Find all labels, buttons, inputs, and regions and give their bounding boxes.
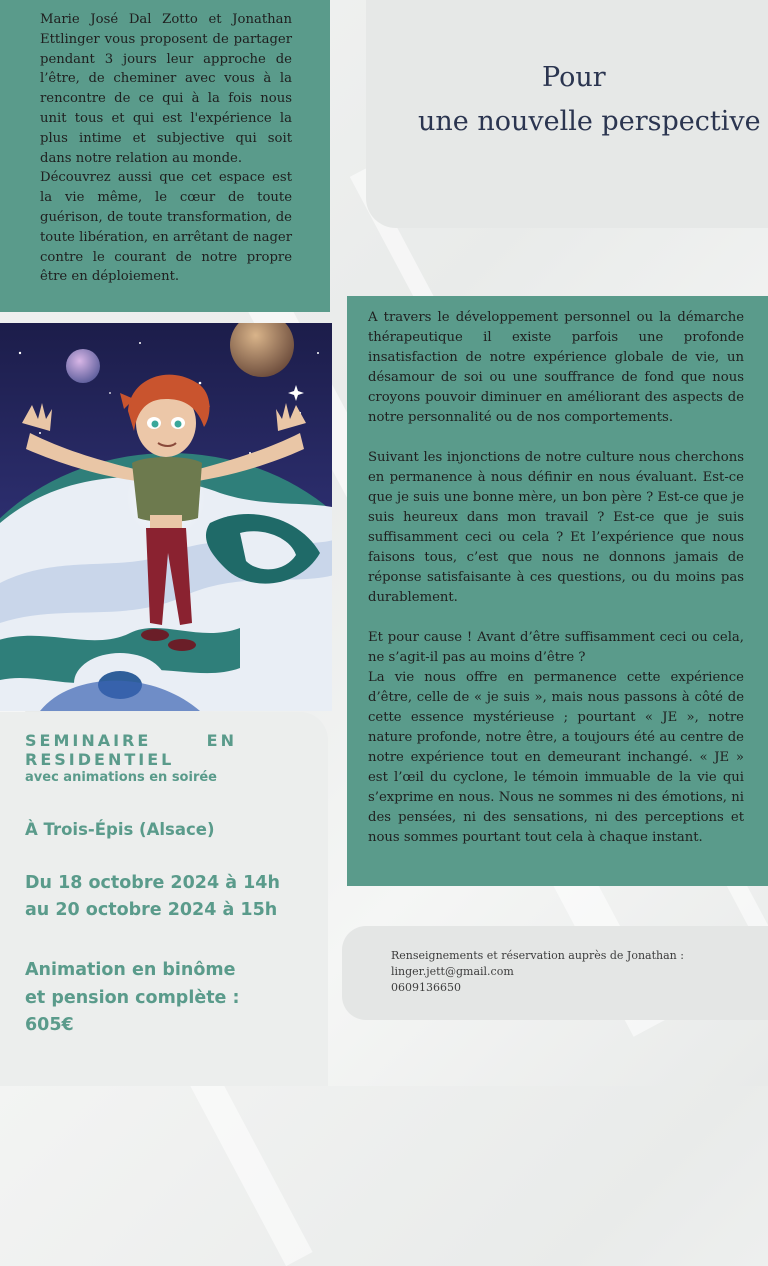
seminar-title-line-2: RESIDENTIEL [25, 750, 175, 769]
seminar-info-panel [0, 712, 328, 1086]
contact-label: Renseignements et réservation auprès de Jonathan : [391, 949, 684, 962]
main-paragraph-3: Et pour cause ! Avant d’être suffisamment ceci ou cela, ne s’agit-il pas au moins d’être ? [368, 630, 744, 665]
seminar-title-line-1: SEMINAIRE EN [25, 731, 237, 750]
main-paragraph-4: La vie nous offre en permanence cette expérience d’être, celle de « je suis », mais nous passons à côté de cette essence mystérieuse ; pourtant « JE », notre nature profonde, notre être, a toujours été au centre de notre expérience tout en demeurant inchangé. « JE » est l’œil du cyclone, le témoin immuable de la vie qui s’exprime en nous. Nous ne sommes ni des émotions, ni des pensées, ni des sensations, ni des perceptions et nous sommes pourtant tout cela à chaque instant. [368, 670, 744, 845]
intro-panel [0, 0, 330, 312]
title-line-1: Pour [542, 62, 606, 93]
title-line-2: une nouvelle perspective [418, 106, 761, 137]
seminar-date-end: au 20 octobre 2024 à 15h [25, 900, 278, 920]
main-text-panel [347, 296, 768, 886]
title-panel [366, 0, 768, 228]
seminar-animation-line-2: et pension complète : [25, 988, 240, 1008]
intro-paragraph-1: Marie José Dal Zotto et Jonathan Ettlinger vous proposent de partager pendant 3 jours leur approche de l’être, de cheminer avec vous à la rencontre de ce qui à la fois nous unit tous et qui est l'expérience la plus intime et subjective qui soit dans notre relation au monde. [40, 12, 292, 166]
main-paragraph-1: A travers le développement personnel ou la démarche thérapeutique il existe parfois une profonde insatisfaction de notre expérience globale de vie, un désamour de soi ou une souffrance de fond que nous croyons pouvoir diminuer en améliorant des aspects de notre personnalité ou de nos comportements. [368, 310, 744, 425]
illustration-child-on-planet [0, 323, 332, 711]
seminar-subtitle: avec animations en soirée [25, 770, 217, 785]
seminar-location: À Trois-Épis (Alsace) [25, 820, 215, 839]
intro-paragraph-2: Découvrez aussi que cet espace est la vie même, le cœur de toute guérison, de toute transformation, de toute libération, en arrêtant de nager contre le courant de notre propre être en déploiement. [40, 170, 292, 285]
seminar-date-start: Du 18 octobre 2024 à 14h [25, 873, 280, 893]
seminar-price: 605€ [25, 1015, 74, 1035]
main-paragraph-2: Suivant les injonctions de notre culture nous cherchons en permanence à nous définir en nous évaluant. Est-ce que je suis une bonne mère, un bon père ? Est-ce que je suis heureux dans mon travail ? Est-ce que je suis suffisamment ceci ou cela ? Et l’expérience que nous faisons tous, c’est que nous ne donnons jamais de réponse satisfaisante à ces questions, ou du moins pas durablement. [368, 450, 744, 605]
contact-panel [342, 926, 768, 1020]
contact-phone[interactable]: 0609136650 [391, 981, 461, 994]
seminar-animation-line-1: Animation en binôme [25, 960, 236, 980]
contact-email[interactable]: linger.jett@gmail.com [391, 965, 514, 978]
